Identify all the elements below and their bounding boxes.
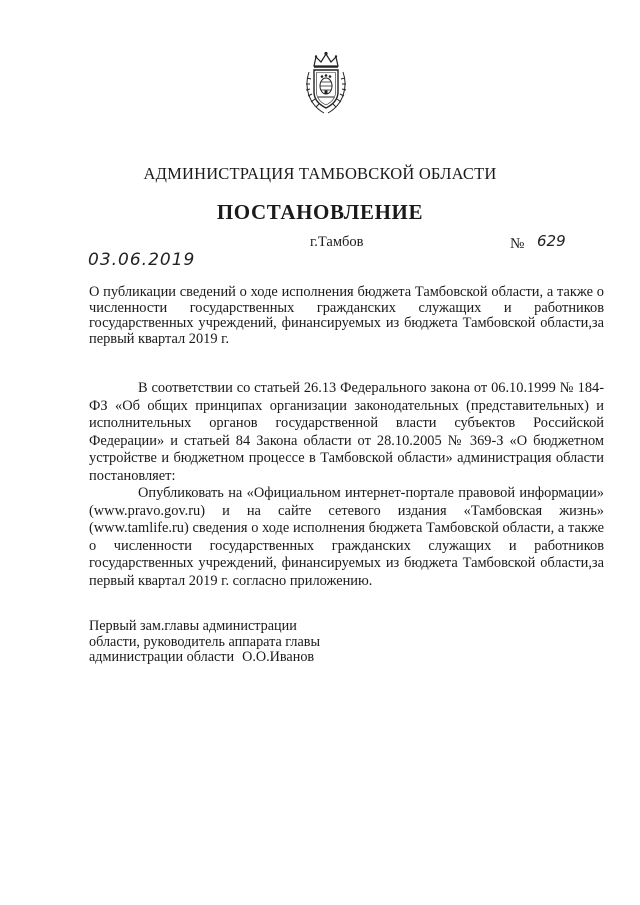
document-city: г.Тамбов <box>310 234 364 250</box>
document-number-value: 629 <box>537 232 566 250</box>
signature-title-line-3 <box>89 650 489 666</box>
organization-name: АДМИНИСТРАЦИЯ ТАМБОВСКОЙ ОБЛАСТИ <box>143 164 497 183</box>
body-paragraph-1: В соответствии со статьей 26.13 Федерального закона от 06.10.1999 № 184-ФЗ «Об общих принципах организации законодательных (представительных) и исполнительных органов государственной власти субъектов Российской Федерации» и статьей 84 Закона области от 28.10.2005 № 369-З «О бюджетном устройстве и бюджетном процессе в Тамбовской области» администрация области постановляет: <box>89 380 604 484</box>
body-paragraph-2: Опубликовать на «Официальном интернет-портале правовой информации» (www.pravo.gov.ru) и на сайте сетевого издания «Тамбовская жизнь» (www.tamlife.ru) сведения о ходе исполнения бюджета Тамбовской области, а также о численности государственных гражданских служащих и работников государственных учреждений, финансируемых из бюджета Тамбовской области,за первый квартал 2019 г. согласно приложению. <box>89 485 604 589</box>
signature-title-line-1: Первый зам.главы администрации <box>89 618 297 634</box>
document-type-title: ПОСТАНОВЛЕНИЕ <box>216 200 424 224</box>
document-number-label: № <box>510 236 525 252</box>
signature-title-line-3-text: администрации области <box>89 649 235 665</box>
signatory-name: О.О.Иванов <box>242 649 315 665</box>
document-subject: О публикации сведений о ходе исполнения бюджета Тамбовской области, а также о численности государственных гражданских служащих и работников государственных учреждений, финансируемых из бюджета Тамбовской области,за первый квартал 2019 г. <box>89 284 604 347</box>
document-body <box>89 380 604 590</box>
document-date: 03.06.2019 <box>88 250 196 270</box>
signature-title-line-2: области, руководитель аппарата главы <box>89 633 321 650</box>
signature-block <box>89 619 489 666</box>
tambov-coat-of-arms-icon <box>302 50 350 116</box>
